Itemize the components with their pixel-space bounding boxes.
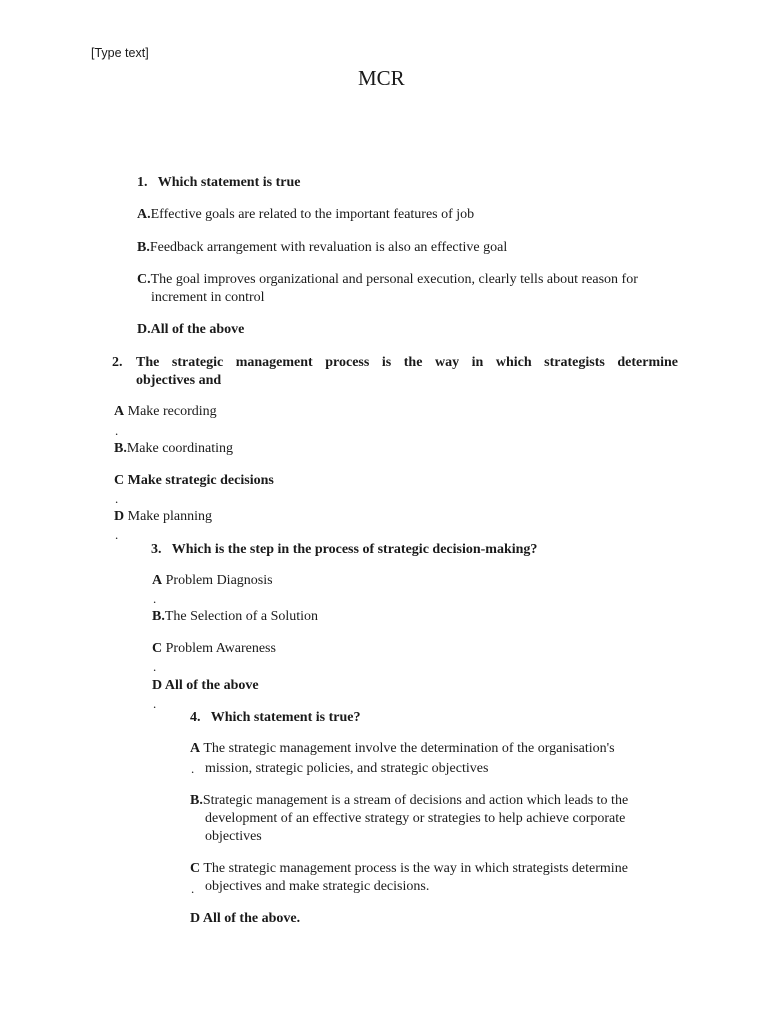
option-1c[interactable] <box>137 272 638 288</box>
option-text: Effective goals are related to the important features of job <box>150 207 475 222</box>
option-4b-continued-2: objectives <box>205 829 262 844</box>
option-2a[interactable] <box>114 404 217 420</box>
option-3c[interactable] <box>152 641 276 657</box>
option-letter: A. <box>137 207 151 222</box>
question-text: Which statement is true? <box>210 710 361 725</box>
option-letter: C. <box>137 272 151 287</box>
question-number: 1. <box>137 175 148 190</box>
option-letter-dot: . <box>153 696 157 711</box>
option-letter: D. <box>137 322 151 337</box>
option-letter: B. <box>152 609 165 624</box>
option-text: The strategic management process is the way in which strategists determine <box>203 861 628 876</box>
option-letter-dot: . <box>191 761 195 776</box>
question-2-text-continued: objectives and <box>136 373 222 388</box>
option-letter: A <box>190 741 201 756</box>
option-text: Problem Awareness <box>165 641 276 656</box>
question-2-text: The strategic management process is the way in which strategists determine <box>136 355 678 370</box>
option-letter: B. <box>190 793 203 808</box>
option-text: All of the above <box>150 322 245 337</box>
header-placeholder: [Type text] <box>91 46 149 60</box>
option-letter: D <box>152 678 163 693</box>
option-letter: D <box>114 509 125 524</box>
option-3b[interactable] <box>152 609 318 625</box>
option-1b[interactable] <box>137 240 507 256</box>
option-letter: A <box>114 404 125 419</box>
option-text: Strategic management is a stream of decisions and action which leads to the <box>202 793 629 808</box>
option-4a-continued: mission, strategic policies, and strategic objectives <box>205 761 489 776</box>
option-4b[interactable] <box>190 793 628 809</box>
option-4d[interactable] <box>190 911 300 927</box>
option-text: The goal improves organizational and personal execution, clearly tells about reason for <box>150 272 638 287</box>
option-text: The strategic management involve the determination of the organisation's <box>203 741 615 756</box>
option-1c-continued: increment in control <box>151 290 265 305</box>
option-letter: C <box>114 473 125 488</box>
option-4c-continued: objectives and make strategic decisions. <box>205 879 430 894</box>
option-4c[interactable] <box>190 861 628 877</box>
option-text: Feedback arrangement with revaluation is also an effective goal <box>149 240 508 255</box>
option-2d[interactable] <box>114 509 212 525</box>
option-letter: C <box>152 641 163 656</box>
option-letter-dot: . <box>115 491 119 506</box>
option-letter-dot: . <box>153 659 157 674</box>
option-letter-dot: . <box>115 423 119 438</box>
option-letter: D <box>190 911 201 926</box>
question-number: 3. <box>151 542 162 557</box>
question-text: Which is the step in the process of strategic decision-making? <box>171 542 538 557</box>
question-4 <box>190 710 360 726</box>
question-3 <box>151 542 537 558</box>
option-text: Make strategic decisions <box>127 473 274 488</box>
option-letter: B. <box>137 240 150 255</box>
option-letter: B. <box>114 441 127 456</box>
page-title: MCR <box>358 66 405 90</box>
question-text: Which statement is true <box>157 175 301 190</box>
option-text: All of the above. <box>202 911 301 926</box>
option-2c[interactable] <box>114 473 274 489</box>
option-letter: C <box>190 861 201 876</box>
option-1d[interactable] <box>137 322 244 338</box>
option-3d[interactable] <box>152 678 259 694</box>
question-1 <box>137 175 300 191</box>
option-letter-dot: . <box>191 881 195 896</box>
option-letter-dot: . <box>115 527 119 542</box>
option-text: Problem Diagnosis <box>165 573 273 588</box>
option-text: Make coordinating <box>126 441 233 456</box>
question-number: 4. <box>190 710 201 725</box>
option-3a[interactable] <box>152 573 273 589</box>
option-letter-dot: . <box>153 591 157 606</box>
option-text: Make planning <box>127 509 212 524</box>
option-2b[interactable] <box>114 441 233 457</box>
option-letter: A <box>152 573 163 588</box>
option-4b-continued: development of an effective strategy or strategies to help achieve corporate <box>205 811 626 826</box>
question-2-number: 2. <box>112 355 123 370</box>
option-text: Make recording <box>127 404 217 419</box>
option-1a[interactable] <box>137 207 474 223</box>
option-text: All of the above <box>164 678 259 693</box>
option-text: The Selection of a Solution <box>164 609 319 624</box>
option-4a[interactable] <box>190 741 615 757</box>
